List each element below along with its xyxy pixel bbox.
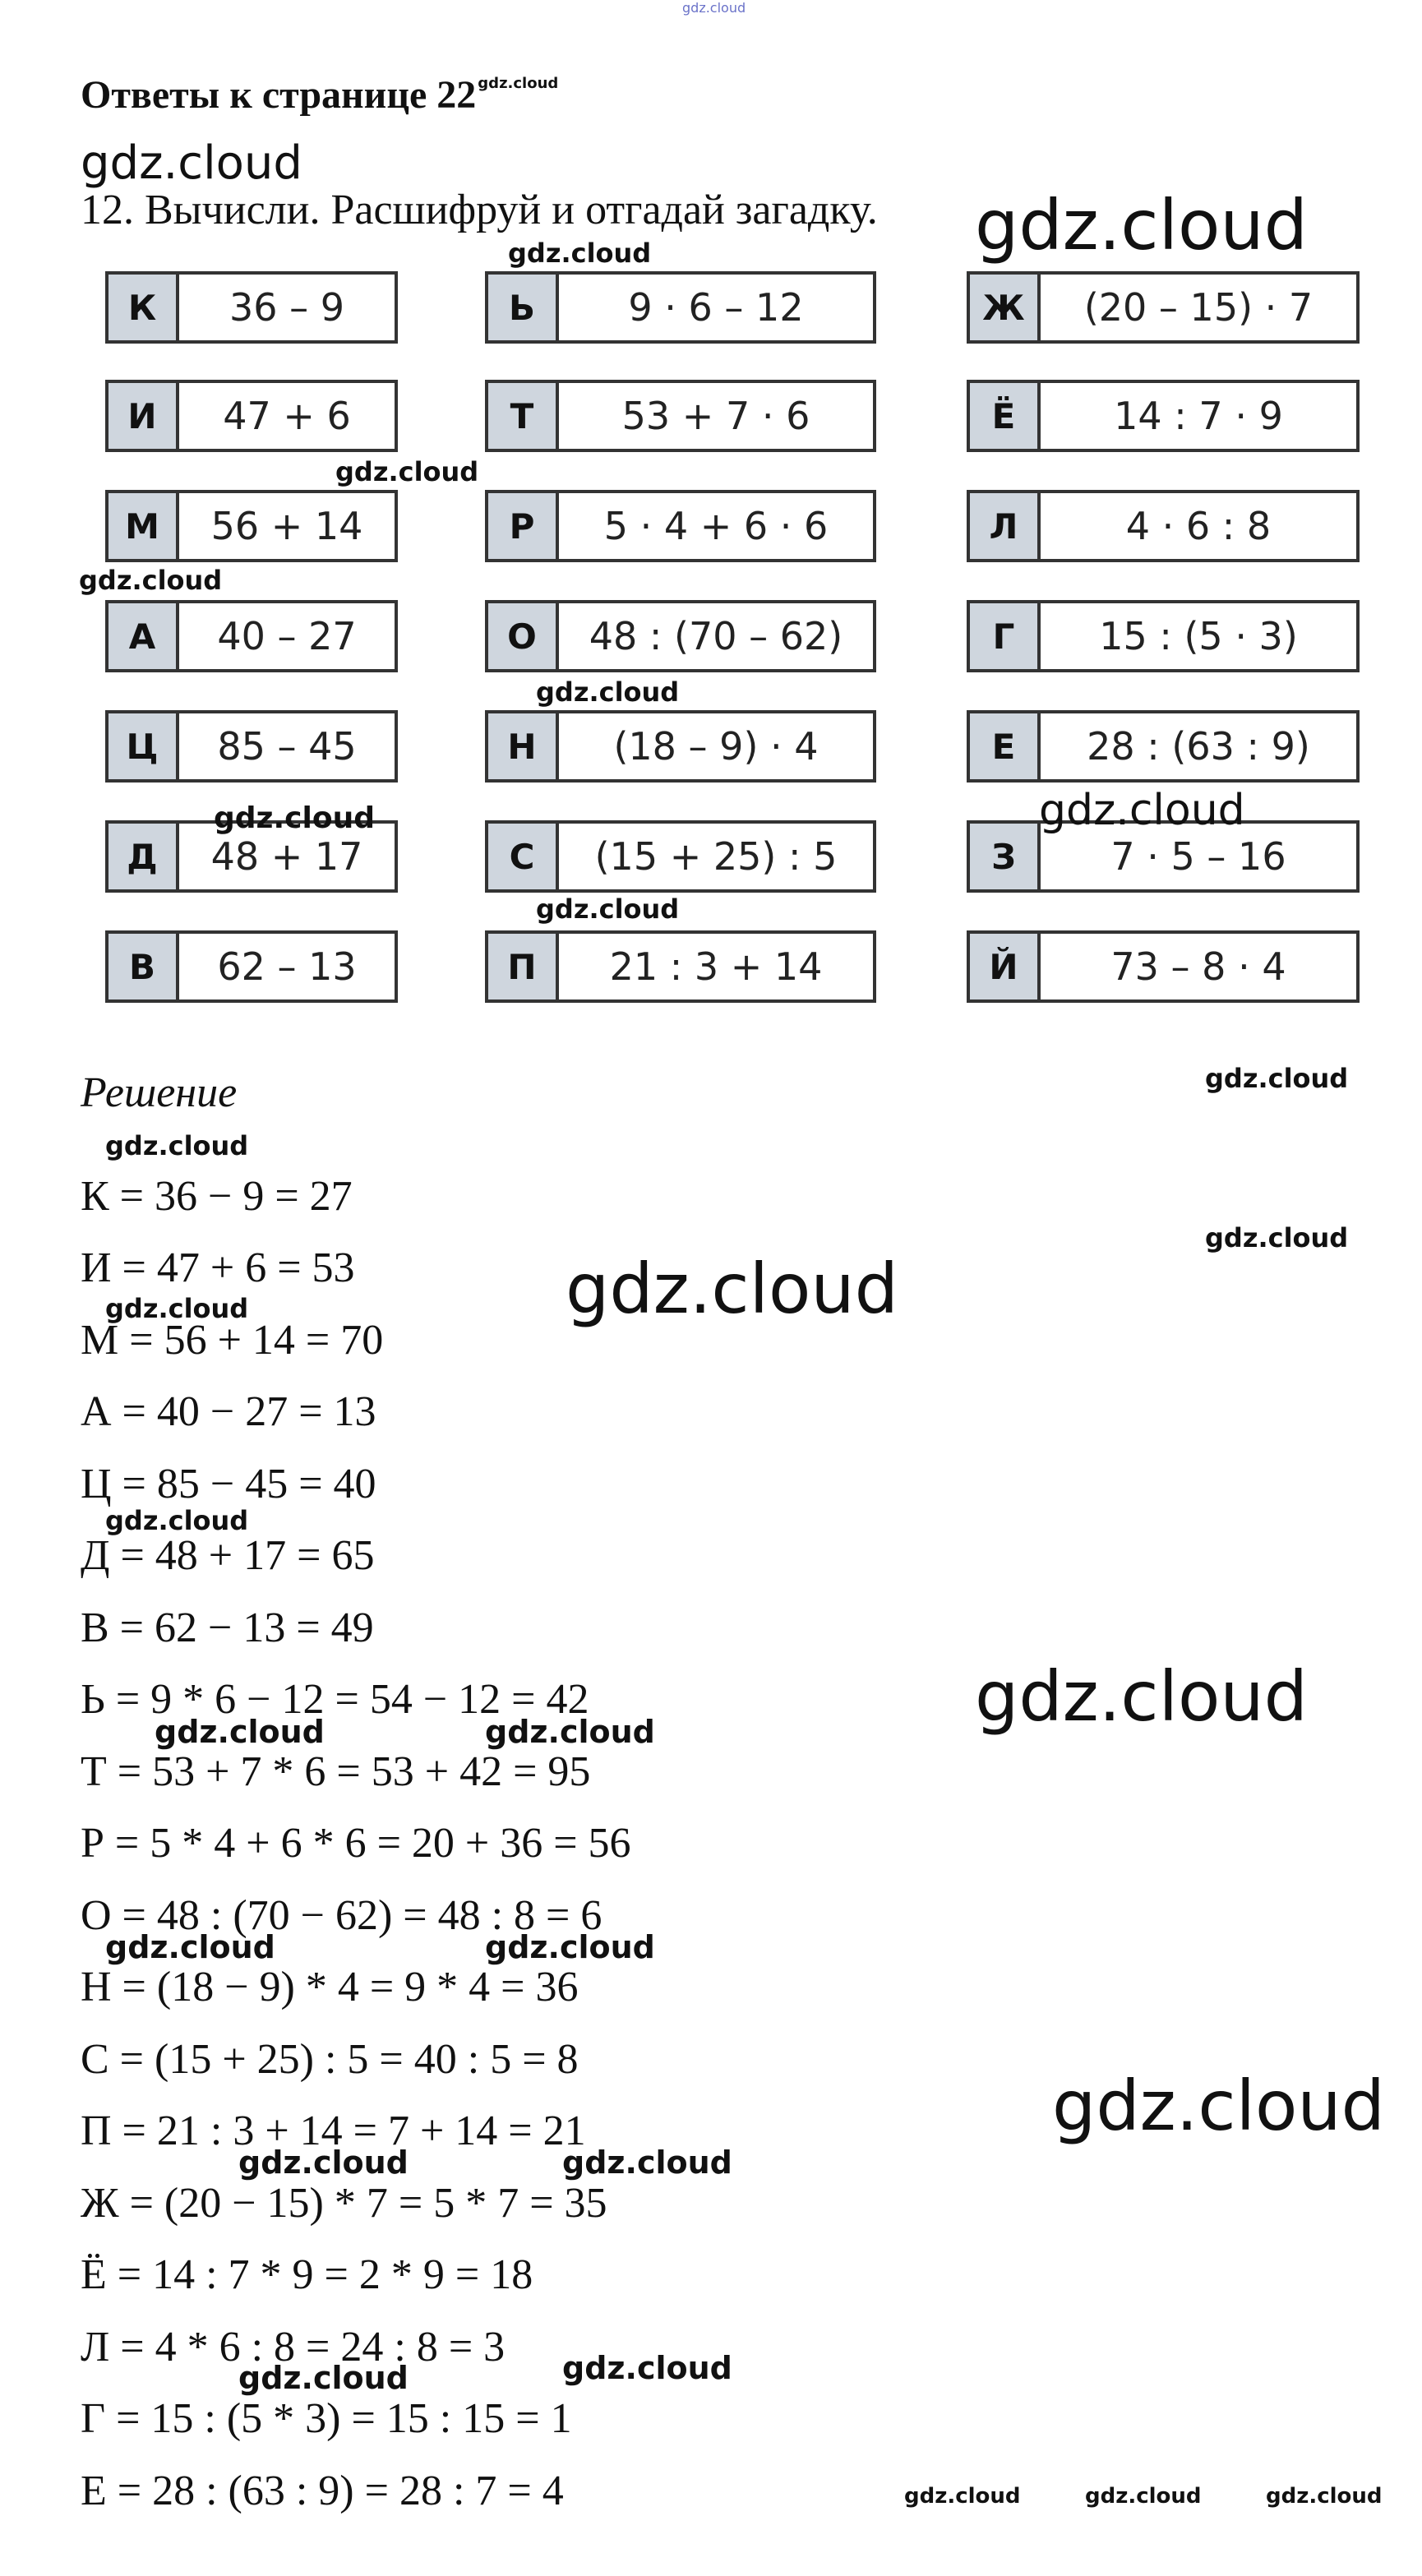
cipher-letter: С — [488, 824, 559, 889]
cipher-expression: (15 + 25) : 5 — [594, 834, 838, 879]
cipher-letter: Ё — [970, 383, 1041, 449]
cipher-card — [105, 600, 398, 672]
solution-line: С = (15 + 25) : 5 = 40 : 5 = 8 — [81, 2036, 579, 2083]
top-watermark: gdz.cloud — [682, 0, 746, 16]
watermark: gdz.cloud — [105, 1929, 275, 1965]
cipher-expression: 4 · 6 : 8 — [1125, 504, 1272, 548]
cipher-expression: (20 – 15) · 7 — [1083, 285, 1314, 330]
watermark: gdz.cloud — [1039, 786, 1245, 835]
cipher-card — [967, 930, 1360, 1003]
solution-line: П = 21 : 3 + 14 = 7 + 14 = 21 — [81, 2107, 586, 2154]
watermark: gdz.cloud — [79, 565, 223, 596]
solution-line: Ц = 85 − 45 = 40 — [81, 1461, 376, 1507]
solution-line: Д = 48 + 17 = 65 — [81, 1532, 375, 1579]
watermark: gdz.cloud — [214, 801, 375, 835]
cipher-expression: 9 · 6 – 12 — [628, 285, 804, 330]
watermark: gdz.cloud — [508, 238, 652, 269]
solution-line: Е = 28 : (63 : 9) = 28 : 7 = 4 — [81, 2468, 564, 2514]
solution-line: Ё = 14 : 7 * 9 = 2 * 9 = 18 — [81, 2251, 533, 2298]
watermark: gdz.cloud — [1205, 1222, 1349, 1253]
site-label: gdz.cloud — [81, 136, 302, 190]
cipher-letter: Е — [970, 713, 1041, 779]
cipher-card — [485, 930, 876, 1003]
cipher-card — [105, 490, 398, 562]
watermark: gdz.cloud — [904, 2484, 1021, 2509]
cipher-expression: 48 : (70 – 62) — [589, 614, 843, 658]
cipher-letter: Г — [970, 603, 1041, 669]
cipher-card — [485, 490, 876, 562]
page-title — [81, 72, 558, 118]
cipher-expression: 28 : (63 : 9) — [1087, 724, 1310, 769]
cipher-card — [105, 930, 398, 1003]
cipher-letter: Й — [970, 934, 1041, 999]
cipher-letter: О — [488, 603, 559, 669]
solution-line: Г = 15 : (5 * 3) = 15 : 15 = 1 — [81, 2395, 572, 2442]
cipher-card — [485, 600, 876, 672]
watermark: gdz.cloud — [105, 1130, 249, 1161]
cipher-card — [967, 490, 1360, 562]
watermark: gdz.cloud — [562, 2144, 732, 2181]
watermark: gdz.cloud — [1052, 2066, 1385, 2146]
solution-line: Н = (18 − 9) * 4 = 9 * 4 = 36 — [81, 1964, 579, 2010]
watermark: gdz.cloud — [566, 1249, 898, 1329]
solution-line: О = 48 : (70 − 62) = 48 : 8 = 6 — [81, 1892, 603, 1939]
solution-line: Ь = 9 * 6 − 12 = 54 − 12 = 42 — [81, 1676, 589, 1723]
cipher-letter: Ж — [970, 275, 1041, 340]
solution-line: Ж = (20 − 15) * 7 = 5 * 7 = 35 — [81, 2180, 607, 2227]
cipher-card — [485, 271, 876, 344]
solution-line: К = 36 − 9 = 27 — [81, 1173, 353, 1220]
cipher-expression: (18 – 9) · 4 — [613, 724, 819, 769]
page-title-text: Ответы к странице 22 — [81, 73, 477, 117]
watermark: gdz.cloud — [238, 2144, 409, 2181]
cipher-expression: 15 : (5 · 3) — [1099, 614, 1298, 658]
cipher-expression: 53 + 7 · 6 — [621, 394, 810, 438]
cipher-expression: 7 · 5 – 16 — [1110, 834, 1286, 879]
cipher-expression: 5 · 4 + 6 · 6 — [603, 504, 829, 548]
watermark: gdz.cloud — [1205, 1063, 1349, 1094]
watermark: gdz.cloud — [562, 2350, 732, 2386]
cipher-expression: 48 + 17 — [210, 834, 363, 879]
solution-line: Т = 53 + 7 * 6 = 53 + 42 = 95 — [81, 1748, 591, 1795]
cipher-card — [967, 380, 1360, 452]
watermark: gdz.cloud — [485, 1929, 655, 1965]
task-heading: 12. Вычисли. Расшифруй и отгадай загадку. — [81, 187, 878, 233]
solution-line: Л = 4 * 6 : 8 = 24 : 8 = 3 — [81, 2324, 506, 2371]
cipher-card — [485, 820, 876, 893]
watermark: gdz.cloud — [155, 1714, 325, 1750]
cipher-expression: 56 + 14 — [210, 504, 363, 548]
cipher-expression: 73 – 8 · 4 — [1110, 944, 1286, 989]
cipher-card — [105, 380, 398, 452]
solution-line: Р = 5 * 4 + 6 * 6 = 20 + 36 = 56 — [81, 1820, 631, 1867]
cipher-letter: Ц — [108, 713, 179, 779]
cipher-expression: 14 : 7 · 9 — [1114, 394, 1283, 438]
cipher-letter: М — [108, 493, 179, 559]
cipher-letter: З — [970, 824, 1041, 889]
cipher-letter: Ь — [488, 275, 559, 340]
cipher-card — [485, 710, 876, 782]
watermark: gdz.cloud — [238, 2360, 409, 2396]
watermark: gdz.cloud — [975, 185, 1308, 265]
cipher-expression: 85 – 45 — [217, 724, 357, 769]
cipher-card — [967, 710, 1360, 782]
watermark: gdz.cloud — [105, 1505, 249, 1536]
solution-heading: Решение — [81, 1069, 238, 1116]
solution-line: М = 56 + 14 = 70 — [81, 1317, 384, 1364]
cipher-letter: Т — [488, 383, 559, 449]
solution-line: А = 40 − 27 = 13 — [81, 1388, 376, 1435]
cipher-card — [105, 710, 398, 782]
watermark: gdz.cloud — [1266, 2484, 1383, 2509]
title-watermark: gdz.cloud — [478, 75, 559, 92]
cipher-letter: В — [108, 934, 179, 999]
cipher-expression: 62 – 13 — [217, 944, 357, 989]
watermark: gdz.cloud — [335, 456, 479, 487]
cipher-expression: 47 + 6 — [223, 394, 351, 438]
cipher-letter: И — [108, 383, 179, 449]
cipher-card — [105, 271, 398, 344]
cipher-letter: Л — [970, 493, 1041, 559]
watermark: gdz.cloud — [536, 893, 680, 925]
watermark: gdz.cloud — [105, 1293, 249, 1324]
cipher-card — [485, 380, 876, 452]
cipher-letter: Д — [108, 824, 179, 889]
watermark: gdz.cloud — [975, 1656, 1308, 1737]
cipher-expression: 36 – 9 — [229, 285, 345, 330]
solution-line: В = 62 − 13 = 49 — [81, 1604, 374, 1651]
watermark: gdz.cloud — [536, 676, 680, 708]
watermark: gdz.cloud — [485, 1714, 655, 1750]
solution-line: И = 47 + 6 = 53 — [81, 1244, 355, 1291]
cipher-expression: 21 : 3 + 14 — [609, 944, 823, 989]
cipher-letter: К — [108, 275, 179, 340]
cipher-expression: 40 – 27 — [217, 614, 357, 658]
cipher-letter: Н — [488, 713, 559, 779]
cipher-letter: Р — [488, 493, 559, 559]
watermark: gdz.cloud — [1085, 2484, 1202, 2509]
cipher-letter: П — [488, 934, 559, 999]
cipher-card — [967, 600, 1360, 672]
cipher-letter: А — [108, 603, 179, 669]
cipher-card — [967, 271, 1360, 344]
